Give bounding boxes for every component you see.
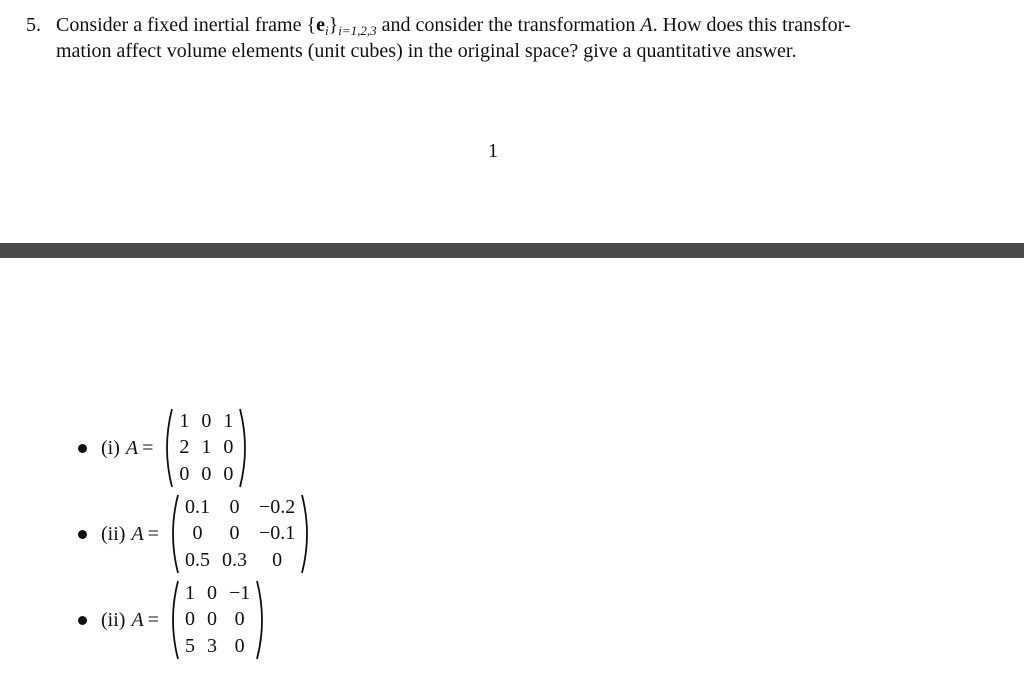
matrix-cell: 0.3	[221, 549, 247, 572]
matrix-cell: 0	[223, 436, 234, 459]
right-paren-icon	[256, 580, 268, 660]
list-item	[78, 580, 268, 660]
matrix-cell: 0	[201, 409, 212, 432]
frame-open-brace: {	[306, 14, 317, 36]
bullet-icon	[78, 530, 87, 539]
matrix-cell: 0.1	[184, 495, 210, 518]
right-paren-icon	[239, 408, 251, 488]
item-label: (ii)	[101, 522, 126, 545]
matrix-cell: 0	[234, 635, 245, 658]
left-paren-icon	[161, 408, 173, 488]
matrix	[167, 494, 313, 574]
item-label: (i)	[101, 436, 120, 459]
matrix-row	[173, 461, 239, 488]
matrix-row	[173, 435, 239, 462]
matrix-cell: −1	[228, 581, 251, 604]
matrix-table	[179, 494, 301, 574]
bullet-icon	[78, 616, 87, 625]
matrix-cell: 0	[229, 495, 240, 518]
matrix	[167, 580, 268, 660]
matrix-cell: 0	[272, 549, 283, 572]
matrix-table	[179, 580, 256, 660]
equals-sign: =	[147, 522, 159, 545]
matrix-cell: 0	[206, 581, 217, 604]
matrix-symbol: A	[131, 522, 144, 545]
right-paren-icon	[301, 494, 313, 574]
matrix-cell: 1	[179, 409, 190, 432]
matrix-row	[179, 494, 301, 521]
matrix-symbol: A	[125, 436, 139, 459]
left-paren-icon	[167, 580, 179, 660]
matrix-cell: 0	[179, 463, 190, 486]
matrix-cell: 1	[201, 436, 212, 459]
problem-text-line1-end: . How does this transfor-	[652, 14, 851, 36]
matrix-list	[78, 0, 478, 677]
frame-vector: e	[316, 14, 325, 36]
matrix-cell: 0	[192, 522, 203, 545]
matrix-cell: 0	[201, 463, 212, 486]
matrix-row	[179, 607, 256, 634]
left-paren-icon	[167, 494, 179, 574]
matrix-cell: −0.2	[258, 495, 296, 518]
matrix-cell: 3	[206, 635, 217, 658]
frame-subscript: i=1,2,3	[338, 23, 377, 38]
matrix-cell: 0	[184, 608, 195, 631]
matrix-cell: 0	[206, 608, 217, 631]
matrix-table	[173, 408, 239, 488]
matrix-row	[173, 408, 239, 435]
matrix-cell: 1	[184, 581, 195, 604]
transform-symbol: A	[640, 14, 653, 36]
matrix-cell: 2	[179, 436, 190, 459]
matrix-cell: 0.5	[184, 549, 210, 572]
matrix-row	[179, 547, 301, 574]
matrix-cell: 0	[234, 608, 245, 631]
frame-vector-index: i	[324, 23, 329, 38]
matrix-cell: −0.1	[258, 522, 296, 545]
matrix-symbol: A	[131, 608, 144, 631]
problem-number: 5.	[26, 14, 41, 36]
matrix-row	[179, 633, 256, 660]
matrix-cell: 1	[223, 409, 234, 432]
bullet-icon	[78, 444, 87, 453]
matrix	[161, 408, 251, 488]
matrix-cell: 5	[184, 635, 195, 658]
problem-text-line2: mation affect volume elements (unit cubes) in the original space? give a quantitative answer.	[56, 40, 797, 62]
list-item	[78, 494, 313, 574]
matrix-cell: 0	[229, 522, 240, 545]
matrix-cell: 0	[223, 463, 234, 486]
item-label: (ii)	[101, 608, 126, 631]
list-item	[78, 408, 251, 488]
matrix-row	[179, 580, 256, 607]
frame-close-brace: }	[328, 14, 339, 36]
page-number: 1	[488, 140, 498, 162]
problem-text-start: Consider a fixed inertial frame	[56, 14, 307, 36]
equals-sign: =	[147, 608, 159, 631]
matrix-row	[179, 521, 301, 548]
equals-sign: =	[142, 436, 154, 459]
problem-text-middle: and consider the transformation	[376, 14, 641, 36]
